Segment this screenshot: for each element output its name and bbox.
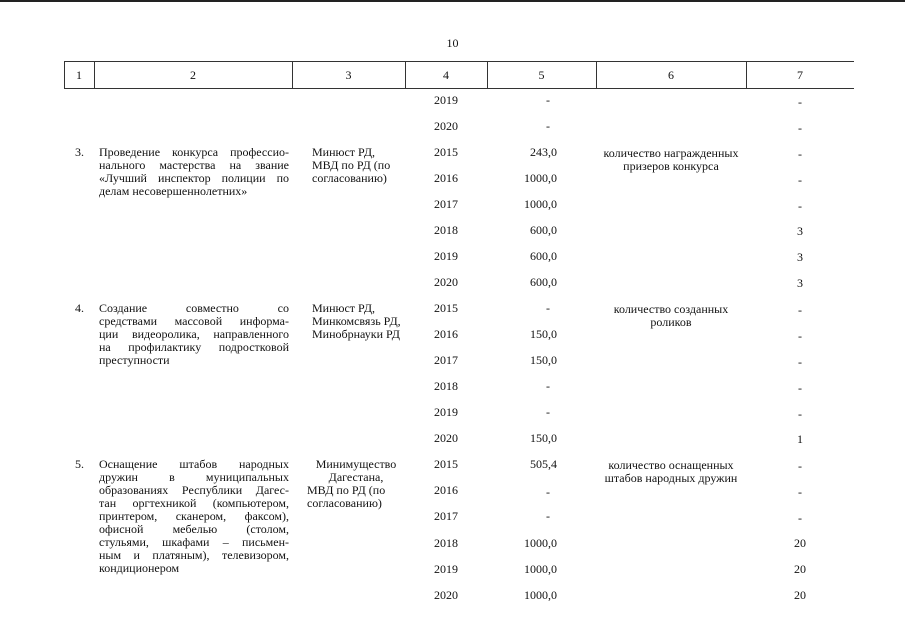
item-description-line: нального мастерства на звание xyxy=(99,158,289,172)
row-amount: 150,0 xyxy=(530,327,557,341)
row-year: 2018 xyxy=(434,379,458,393)
row-col7: - xyxy=(798,303,802,317)
row-amount: 600,0 xyxy=(530,275,557,289)
header-col-1: 1 xyxy=(76,68,82,82)
row-amount: 600,0 xyxy=(530,249,557,263)
row-amount: 150,0 xyxy=(530,353,557,367)
row-col7: - xyxy=(798,407,802,421)
row-year: 2017 xyxy=(434,353,458,367)
header-col-7: 7 xyxy=(797,68,803,82)
row-col7: - xyxy=(798,511,802,525)
item-description-line: «Лучший инспектор полиции по xyxy=(99,171,289,185)
executor-line: Минимущество xyxy=(315,457,397,471)
row-col7: 20 xyxy=(794,536,806,550)
row-amount: - xyxy=(546,301,550,315)
executor-line: Минобрнауки РД xyxy=(312,327,400,341)
row-col7: - xyxy=(798,199,802,213)
row-amount: 1000,0 xyxy=(524,171,557,185)
row-year: 2019 xyxy=(434,562,458,576)
indicator-line: роликов xyxy=(650,315,692,329)
row-amount: 505,4 xyxy=(530,457,557,471)
row-amount: - xyxy=(546,405,550,419)
item-description-line: преступности xyxy=(99,353,170,367)
item-description-line: кондиционером xyxy=(99,561,180,575)
item-number: 4. xyxy=(75,301,84,315)
row-year: 2020 xyxy=(434,275,458,289)
row-year: 2016 xyxy=(434,483,458,497)
header-col-2: 2 xyxy=(190,68,196,82)
row-amount: 150,0 xyxy=(530,431,557,445)
item-description-line: на профилактику подростковой xyxy=(99,340,289,354)
executor-line: согласованию) xyxy=(312,171,387,185)
row-year: 2020 xyxy=(434,588,458,602)
row-year: 2019 xyxy=(434,249,458,263)
page-number: 10 xyxy=(446,36,459,50)
item-description-line: тан оргтехникой (компьютером, xyxy=(99,496,289,510)
item-description-line: Создание совместно со xyxy=(99,301,289,315)
header-col-6: 6 xyxy=(668,68,674,82)
row-year: 2017 xyxy=(434,509,458,523)
item-description-line: ным и платяным), телевизором, xyxy=(99,548,289,562)
indicator-line: количество награжденных xyxy=(603,146,739,160)
indicator-line: штабов народных дружин xyxy=(604,471,738,485)
row-col7: 20 xyxy=(794,588,806,602)
indicator-line: призеров конкурса xyxy=(623,159,719,173)
row-col7: - xyxy=(798,485,802,499)
row-col7: - xyxy=(798,329,802,343)
row-amount: 243,0 xyxy=(530,145,557,159)
row-amount: - xyxy=(546,509,550,523)
row-col7: - xyxy=(798,381,802,395)
row-col7: 3 xyxy=(797,250,803,264)
item-number: 3. xyxy=(75,145,84,159)
pre-row-year: 2020 xyxy=(434,119,458,133)
executor-line: Минюст РД, xyxy=(312,145,376,159)
row-year: 2019 xyxy=(434,405,458,419)
header-col-4: 4 xyxy=(443,68,449,82)
executor-line: Минюст РД, xyxy=(312,301,376,315)
item-description-line: офисной мебелью (столом, xyxy=(99,522,289,536)
row-amount: - xyxy=(546,485,550,499)
row-col7: - xyxy=(798,147,802,161)
item-description-line: средствами массовой информа- xyxy=(99,314,289,328)
row-col7: - xyxy=(798,459,802,473)
row-col7: - xyxy=(798,173,802,187)
executor-line: Минкомсвязь РД, xyxy=(312,314,401,328)
row-year: 2015 xyxy=(434,457,458,471)
item-description-line: Проведение конкурса профессио- xyxy=(99,145,289,159)
row-amount: 1000,0 xyxy=(524,588,557,602)
pre-row-col7: - xyxy=(798,121,802,135)
item-description-line: стульями, шкафами – письмен- xyxy=(99,535,289,549)
item-description-line: принтером, сканером, факсом), xyxy=(99,509,289,523)
indicator-line: количество оснащенных xyxy=(608,458,734,472)
row-col7: 20 xyxy=(794,562,806,576)
executor-line: согласованию) xyxy=(307,496,382,510)
row-col7: - xyxy=(798,355,802,369)
row-year: 2017 xyxy=(434,197,458,211)
row-year: 2015 xyxy=(434,301,458,315)
pre-row-col7: - xyxy=(798,95,802,109)
pre-row-amount: - xyxy=(546,93,550,107)
row-col7: 3 xyxy=(797,224,803,238)
row-amount: 1000,0 xyxy=(524,536,557,550)
pre-row-year: 2019 xyxy=(434,93,458,107)
item-description-line: ции видеоролика, направленного xyxy=(99,327,289,341)
row-col7: 3 xyxy=(797,276,803,290)
row-amount: - xyxy=(546,379,550,393)
row-amount: 600,0 xyxy=(530,223,557,237)
row-year: 2016 xyxy=(434,171,458,185)
executor-line: МВД по РД (по xyxy=(307,483,386,497)
row-year: 2016 xyxy=(434,327,458,341)
row-year: 2015 xyxy=(434,145,458,159)
item-description-line: дружин в муниципальных xyxy=(99,470,289,484)
row-year: 2018 xyxy=(434,223,458,237)
row-col7: 1 xyxy=(797,432,803,446)
header-bottom-rule xyxy=(64,88,854,89)
row-amount: 1000,0 xyxy=(524,197,557,211)
page-top-border xyxy=(0,0,905,2)
row-year: 2018 xyxy=(434,536,458,550)
header-col-5: 5 xyxy=(538,68,545,82)
pre-row-amount: - xyxy=(546,119,550,133)
header-col-3: 3 xyxy=(345,68,352,82)
executor-line: Дагестана, xyxy=(328,470,384,484)
indicator-line: количество созданных xyxy=(613,302,729,316)
row-amount: 1000,0 xyxy=(524,562,557,576)
row-year: 2020 xyxy=(434,431,458,445)
executor-line: МВД по РД (по xyxy=(312,158,391,172)
item-description-line: Оснащение штабов народных xyxy=(99,457,289,471)
item-description-line: образованиях Республики Дагес- xyxy=(99,483,289,497)
item-number: 5. xyxy=(75,457,84,471)
item-description-line: делам несовершеннолетних» xyxy=(99,184,248,198)
